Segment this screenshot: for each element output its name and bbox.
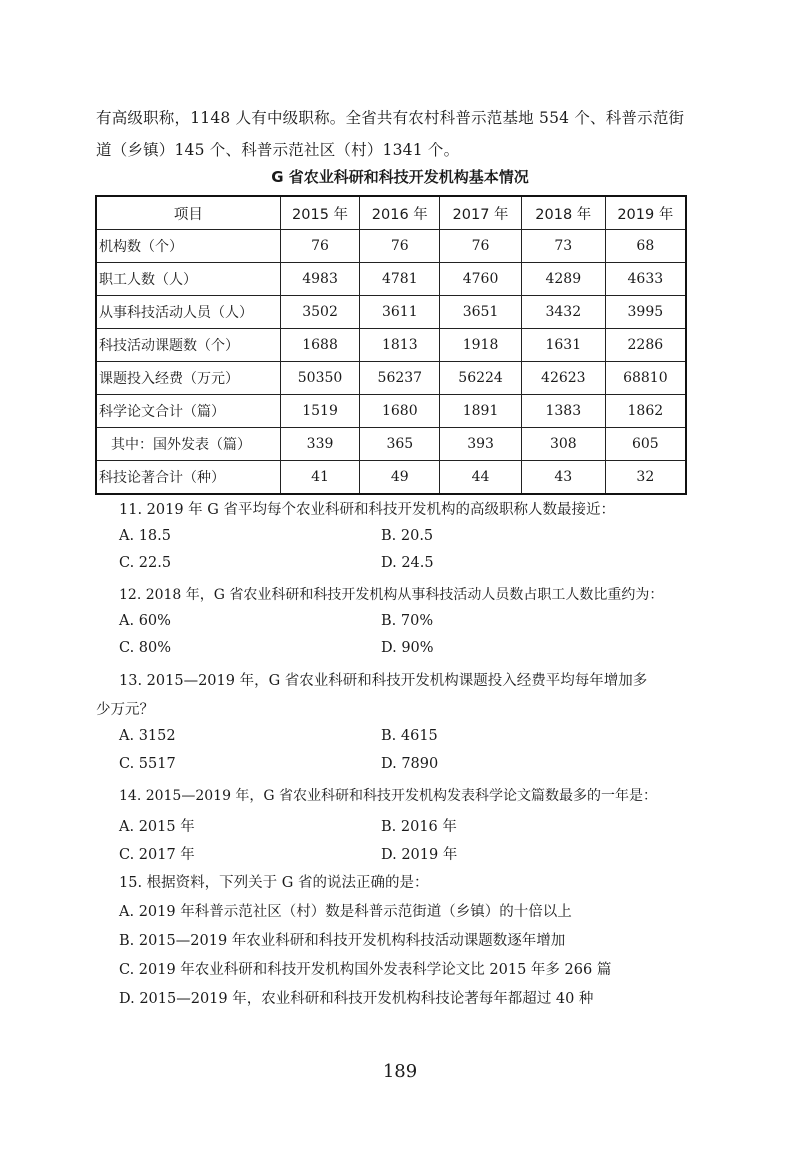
question-15-option-d: D. 2015—2019 年，农业科研和科技开发机构科技论著每年都超过 40 种 (119, 991, 594, 1007)
question-15-option-c: C. 2019 年农业科研和科技开发机构国外发表科学论文比 2015 年多 266 篇 (119, 962, 612, 978)
table-cell: 4289 (521, 263, 605, 296)
question-12-stem: 12. 2018 年，G 省农业科研和科技开发机构从事科技活动人员数占职工人数比重约为： (119, 587, 664, 603)
table-cell: 1519 (280, 395, 360, 428)
table-cell: 3432 (521, 296, 605, 329)
table-cell: 3502 (280, 296, 360, 329)
table-row (96, 461, 686, 495)
question-11-option-b: B. 20.5 (381, 528, 434, 544)
question-15-option-a: A. 2019 年科普示范社区（村）数是科普示范街道（乡镇）的十倍以上 (119, 904, 572, 920)
table-row (96, 263, 686, 296)
page-number: 189 (382, 1061, 418, 1082)
table-row (96, 362, 686, 395)
table-cell: 339 (280, 428, 360, 461)
table-cell: 1862 (605, 395, 686, 428)
question-13-option-a: A. 3152 (119, 728, 176, 744)
table-cell: 365 (360, 428, 440, 461)
question-13-option-c: C. 5517 (119, 756, 176, 772)
header-2015: 2015 年 (280, 196, 360, 230)
table-cell: 2286 (605, 329, 686, 362)
table-cell: 50350 (280, 362, 360, 395)
question-15-stem: 15. 根据资料，下列关于 G 省的说法正确的是： (119, 875, 429, 891)
question-14-option-b: B. 2016 年 (381, 819, 457, 835)
header-2017: 2017 年 (440, 196, 522, 230)
table-cell: 3611 (360, 296, 440, 329)
table-row (96, 329, 686, 362)
row-label: 科技活动课题数（个） (96, 329, 280, 362)
question-13-stem-line-2: 少万元？ (96, 702, 154, 718)
question-12-option-a: A. 60% (119, 613, 171, 629)
question-14-option-d: D. 2019 年 (381, 847, 458, 863)
table-cell: 49 (360, 461, 440, 495)
question-11-option-c: C. 22.5 (119, 555, 172, 571)
question-15-option-b: B. 2015—2019 年农业科研和科技开发机构科技活动课题数逐年增加 (119, 933, 566, 949)
table-cell: 1891 (440, 395, 522, 428)
table-cell: 42623 (521, 362, 605, 395)
table-title: G 省农业科研和科技开发机构基本情况 (271, 168, 529, 186)
row-label: 从事科技活动人员（人） (96, 296, 280, 329)
question-11-stem: 11. 2019 年 G 省平均每个农业科研和科技开发机构的高级职称人数最接近： (119, 502, 615, 518)
table-cell: 4983 (280, 263, 360, 296)
question-14-stem: 14. 2015—2019 年，G 省农业科研和科技开发机构发表科学论文篇数最多的一年是： (119, 788, 658, 804)
table-row (96, 428, 686, 461)
table-cell: 393 (440, 428, 522, 461)
table-cell: 1631 (521, 329, 605, 362)
question-13-stem-line-1: 13. 2015—2019 年，G 省农业科研和科技开发机构课题投入经费平均每年增加多 (119, 673, 648, 689)
table-cell: 76 (440, 230, 522, 263)
table-cell: 32 (605, 461, 686, 495)
table-cell: 1680 (360, 395, 440, 428)
question-12-option-d: D. 90% (381, 640, 434, 656)
intro-line-1: 有高级职称，1148 人有中级职称。全省共有农村科普示范基地 554 个、科普示范街 (96, 109, 685, 127)
question-12-option-c: C. 80% (119, 640, 172, 656)
question-14-option-c: C. 2017 年 (119, 847, 195, 863)
table-cell: 41 (280, 461, 360, 495)
table-cell: 44 (440, 461, 522, 495)
table-cell: 56237 (360, 362, 440, 395)
table-cell: 308 (521, 428, 605, 461)
question-11-option-a: A. 18.5 (119, 528, 171, 544)
table-cell: 76 (280, 230, 360, 263)
row-label: 科技论著合计（种） (96, 461, 280, 495)
question-11-option-d: D. 24.5 (381, 555, 434, 571)
table-cell: 3651 (440, 296, 522, 329)
table-cell: 4781 (360, 263, 440, 296)
table-cell: 68810 (605, 362, 686, 395)
table-cell: 68 (605, 230, 686, 263)
header-item: 项目 (96, 196, 280, 230)
question-12-option-b: B. 70% (381, 613, 434, 629)
table-cell: 1813 (360, 329, 440, 362)
header-2018: 2018 年 (521, 196, 605, 230)
header-2019: 2019 年 (605, 196, 686, 230)
row-label: 机构数（个） (96, 230, 280, 263)
table-cell: 56224 (440, 362, 522, 395)
row-label: 课题投入经费（万元） (96, 362, 280, 395)
table-cell: 1688 (280, 329, 360, 362)
intro-line-2: 道（乡镇）145 个、科普示范社区（村）1341 个。 (96, 141, 460, 159)
table-cell: 3995 (605, 296, 686, 329)
table-cell: 4760 (440, 263, 522, 296)
row-label: 其中：国外发表（篇） (96, 428, 280, 461)
table-cell: 605 (605, 428, 686, 461)
row-label: 职工人数（人） (96, 263, 280, 296)
table-row (96, 395, 686, 428)
table-header-row (96, 196, 686, 230)
data-table (95, 195, 687, 495)
question-13-option-b: B. 4615 (381, 728, 438, 744)
question-14-option-a: A. 2015 年 (119, 819, 195, 835)
table-cell: 4633 (605, 263, 686, 296)
table-cell: 1383 (521, 395, 605, 428)
row-label: 科学论文合计（篇） (96, 395, 280, 428)
table-cell: 76 (360, 230, 440, 263)
table-row (96, 230, 686, 263)
question-13-option-d: D. 7890 (381, 756, 439, 772)
table-row (96, 296, 686, 329)
table-cell: 73 (521, 230, 605, 263)
header-2016: 2016 年 (360, 196, 440, 230)
table-cell: 1918 (440, 329, 522, 362)
table-cell: 43 (521, 461, 605, 495)
